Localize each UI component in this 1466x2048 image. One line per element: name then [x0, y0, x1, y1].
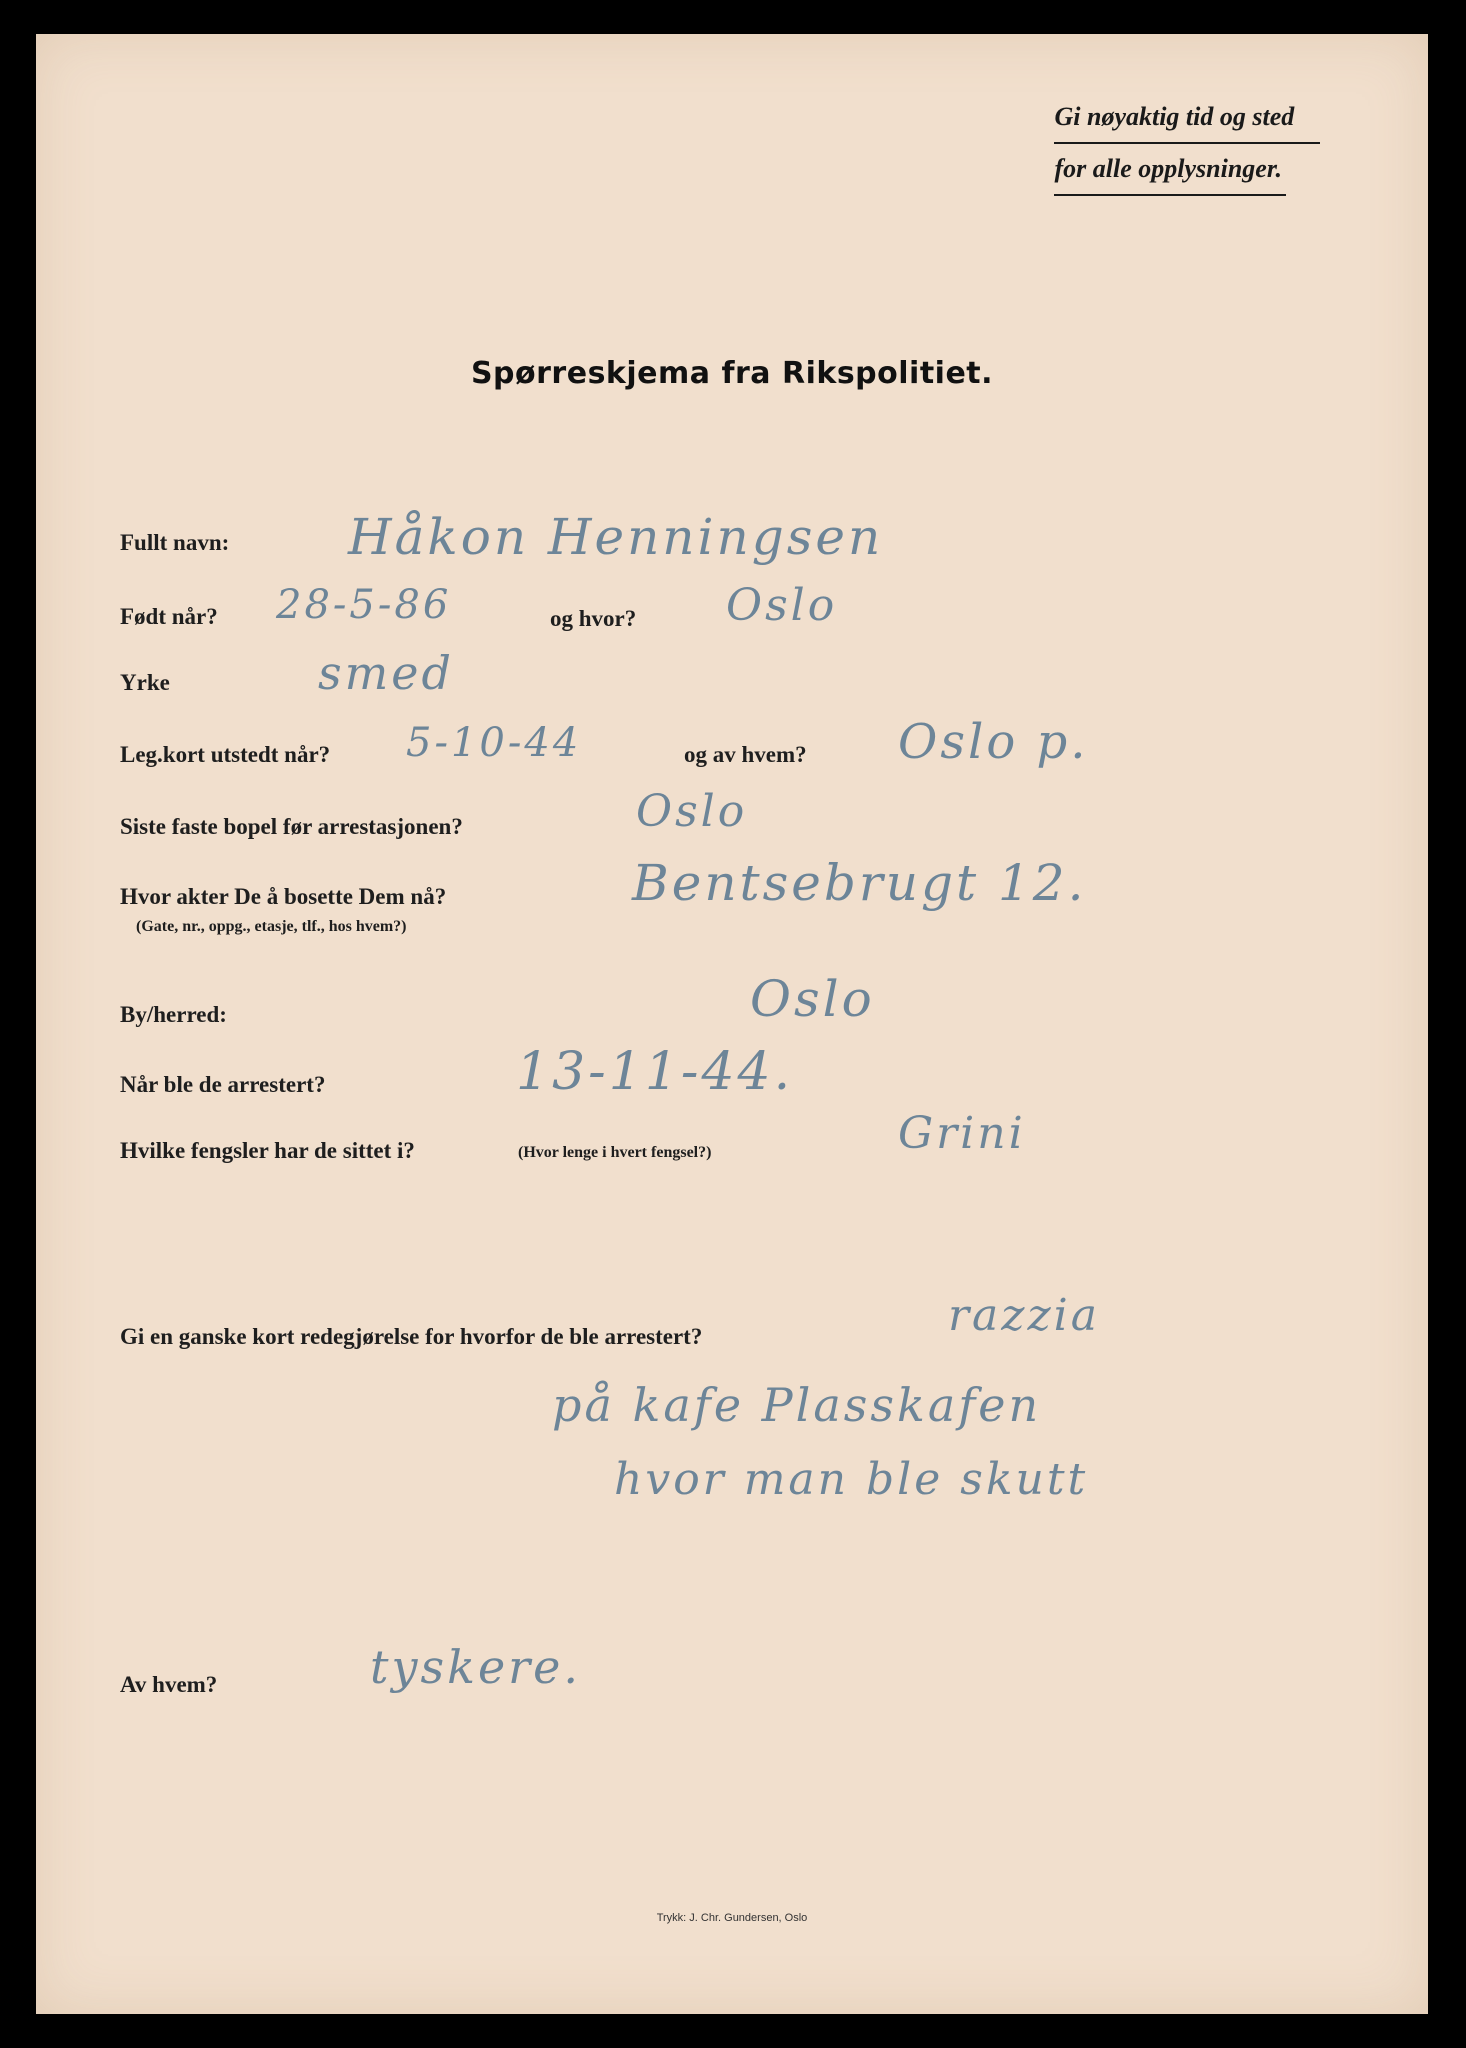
settle-where-sublabel: (Gate, nr., oppg., etasje, tlf., hos hvem?): [136, 918, 407, 935]
instruction-line-1: Gi nøyaktig tid og sted: [1054, 92, 1320, 144]
municipality-value: Oslo: [750, 970, 875, 1028]
reason-value-line-3: hvor man ble skutt: [614, 1454, 1089, 1505]
born-when-label: Født når?: [120, 604, 218, 629]
by-whom-label: Av hvem?: [120, 1672, 218, 1697]
born-where-value: Oslo: [726, 580, 838, 631]
arrested-when-value: 13-11-44.: [516, 1042, 794, 1102]
by-whom-value: tyskere.: [370, 1640, 582, 1694]
prisons-label: Hvilke fengsler har de sittet i?: [120, 1138, 415, 1163]
settle-where-value: Bentsebrugt 12.: [632, 854, 1087, 912]
id-issued-by-label: og av hvem?: [684, 742, 807, 767]
settle-where-label: Hvor akter De å bosette Dem nå?: [120, 884, 447, 909]
instruction-line-2: for alle opplysninger.: [1054, 144, 1286, 196]
printer-imprint: Trykk: J. Chr. Gundersen, Oslo: [656, 1912, 808, 1924]
prisons-sublabel: (Hvor lenge i hvert fengsel?): [518, 1144, 712, 1161]
reason-label: Gi en ganske kort redegjørelse for hvorfor de ble arrestert?: [120, 1324, 703, 1349]
occupation-value: smed: [318, 646, 454, 700]
full-name-value: Håkon Henningsen: [348, 508, 884, 566]
arrested-when-label: Når ble de arrestert?: [120, 1072, 326, 1097]
reason-value-line-2: på kafe Plasskafen: [552, 1378, 1042, 1432]
reason-value-line-1: razzia: [948, 1290, 1100, 1341]
instruction-notice: [1054, 92, 1320, 196]
born-where-label: og hvor?: [550, 606, 637, 631]
occupation-label: Yrke: [120, 670, 170, 695]
prisons-value: Grini: [898, 1108, 1026, 1159]
form-title: Spørreskjema fra Rikspolitiet.: [470, 356, 994, 391]
born-when-value: 28-5-86: [276, 582, 452, 628]
last-residence-label: Siste faste bopel før arrestasjonen?: [120, 814, 463, 839]
form-sheet: [36, 34, 1428, 2014]
id-issued-by-value: Oslo p.: [898, 714, 1089, 770]
municipality-label: By/herred:: [120, 1002, 227, 1027]
id-issued-when-label: Leg.kort utstedt når?: [120, 742, 331, 767]
last-residence-value: Oslo: [636, 786, 748, 837]
full-name-label: Fullt navn:: [120, 530, 230, 555]
id-issued-when-value: 5-10-44: [406, 720, 582, 766]
